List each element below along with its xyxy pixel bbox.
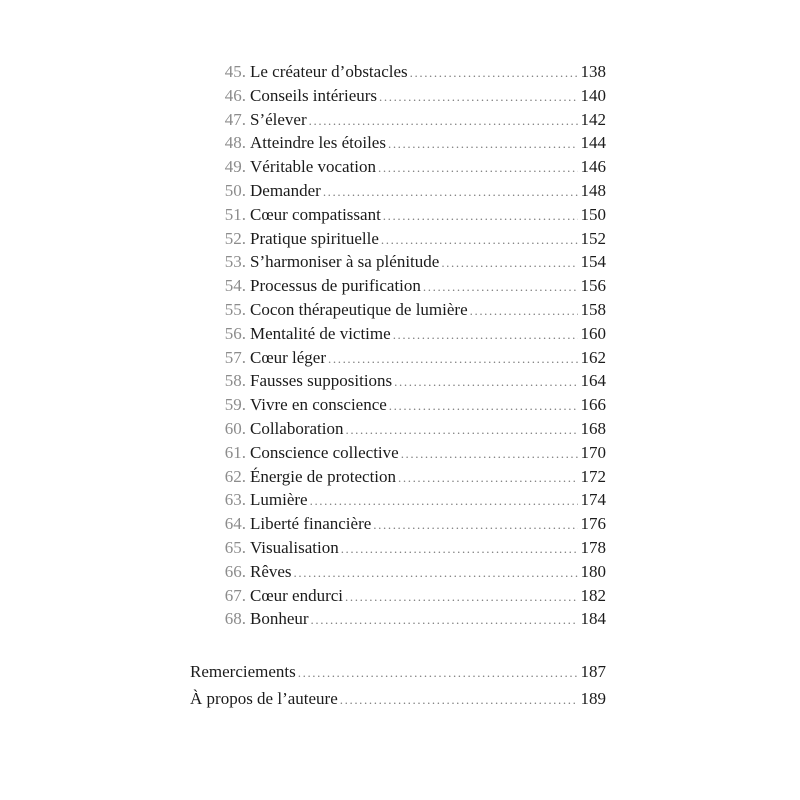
page-number: 174 [580,490,606,510]
page-number: 154 [580,252,606,272]
toc-entry[interactable] [190,131,606,155]
chapter-number: 48. [224,133,246,153]
page-number: 156 [580,276,606,296]
dot-leader [328,352,577,365]
toc-entry[interactable] [190,60,606,84]
dot-leader [373,518,577,531]
chapter-title: Cœur compatissant [250,204,381,224]
back-matter-list [190,658,606,712]
page-number: 152 [580,228,606,248]
toc-entry[interactable] [190,84,606,108]
toc-entry[interactable] [190,346,606,370]
chapter-title: Cocon thérapeutique de lumière [250,299,468,319]
chapter-title: Fausses suppositions [250,371,393,391]
dot-leader [311,613,578,626]
chapter-title: Processus de purification [250,276,421,296]
chapter-number: 49. [224,157,246,177]
chapter-title: S’harmoniser à sa plénitude [250,252,440,272]
toc-entry[interactable] [190,488,606,512]
page-number: 184 [580,609,606,629]
dot-leader [398,471,577,484]
page-number: 160 [580,323,606,343]
dot-leader [345,423,577,436]
chapter-number: 61. [224,442,246,462]
toc-entry[interactable] [190,250,606,274]
page-number: 166 [580,395,606,415]
toc-entry[interactable] [190,584,606,608]
chapter-list [190,60,606,631]
chapter-number: 66. [224,561,246,581]
dot-leader [323,185,578,198]
chapter-title: Liberté financière [250,514,372,534]
chapter-title: Lumière [250,490,308,510]
chapter-number: 54. [224,276,246,296]
chapter-number: 58. [224,371,246,391]
chapter-title: Bonheur [250,609,309,629]
dot-leader [441,256,577,269]
back-matter-title: À propos de l’auteure [190,689,338,708]
page-number: 187 [580,662,606,681]
toc-entry[interactable] [190,607,606,631]
back-matter-title: Remerciements [190,662,296,681]
chapter-title: Cœur léger [250,347,327,367]
chapter-number: 57. [224,347,246,367]
dot-leader [389,399,578,412]
dot-leader [309,114,578,127]
dot-leader [410,66,578,79]
toc-entry[interactable] [190,465,606,489]
dot-leader [340,693,578,706]
page-number: 180 [580,561,606,581]
page-number: 182 [580,585,606,605]
toc-entry[interactable] [190,108,606,132]
chapter-title: Cœur endurci [250,585,344,605]
toc-entry[interactable] [190,536,606,560]
chapter-number: 65. [224,537,246,557]
chapter-title: Collaboration [250,418,344,438]
dot-leader [310,494,578,507]
chapter-number: 47. [224,109,246,129]
toc-entry[interactable] [190,298,606,322]
toc-entry[interactable] [190,560,606,584]
page-number: 176 [580,514,606,534]
page-number: 148 [580,180,606,200]
toc-entry[interactable] [190,512,606,536]
chapter-number: 50. [224,180,246,200]
page-number: 142 [580,109,606,129]
back-matter-entry[interactable] [190,658,606,685]
chapter-title: Vivre en conscience [250,395,387,415]
chapter-number: 51. [224,204,246,224]
chapter-title: Rêves [250,561,292,581]
chapter-title: Conscience collective [250,442,399,462]
chapter-number: 64. [224,514,246,534]
chapter-title: Le créateur d’obstacles [250,62,408,81]
page-number: 162 [580,347,606,367]
dot-leader [383,209,578,222]
chapter-number: 67. [224,585,246,605]
dot-leader [341,542,578,555]
dot-leader [470,304,578,317]
dot-leader [401,447,578,460]
chapter-title: Pratique spirituelle [250,228,379,248]
toc-entry[interactable] [190,274,606,298]
dot-leader [394,375,577,388]
dot-leader [298,666,578,679]
chapter-number: 45. [224,62,246,81]
chapter-title: Énergie de protection [250,466,397,486]
page-number: 140 [580,85,606,105]
toc-entry[interactable] [190,417,606,441]
toc-entry[interactable] [190,179,606,203]
toc-entry[interactable] [190,393,606,417]
chapter-title: Conseils intérieurs [250,85,378,105]
page-number: 168 [580,418,606,438]
page-number: 144 [580,133,606,153]
dot-leader [388,137,578,150]
chapter-title: S’élever [250,109,307,129]
dot-leader [345,590,577,603]
chapter-number: 59. [224,395,246,415]
chapter-number: 63. [224,490,246,510]
dot-leader [393,328,578,341]
dot-leader [379,90,577,103]
dot-leader [294,566,578,579]
page-number: 164 [580,371,606,391]
chapter-title: Mentalité de victime [250,323,391,343]
page-number: 172 [580,466,606,486]
chapter-number: 46. [224,85,246,105]
page-number: 170 [580,442,606,462]
dot-leader [423,280,578,293]
chapter-number: 56. [224,323,246,343]
chapter-number: 52. [224,228,246,248]
toc-entry[interactable] [190,322,606,346]
chapter-number: 60. [224,418,246,438]
toc-entry[interactable] [190,203,606,227]
chapter-number: 62. [224,466,246,486]
page-number: 138 [580,62,606,81]
toc-entry[interactable] [190,441,606,465]
chapter-number: 53. [224,252,246,272]
page-number: 158 [580,299,606,319]
page-number: 150 [580,204,606,224]
page-number: 189 [580,689,606,708]
page-number: 146 [580,157,606,177]
chapter-title: Visualisation [250,537,339,557]
chapter-number: 55. [224,299,246,319]
chapter-number: 68. [224,609,246,629]
dot-leader [381,233,578,246]
toc-entry[interactable] [190,369,606,393]
chapter-title: Atteindre les étoiles [250,133,386,153]
back-matter-entry[interactable] [190,685,606,712]
toc-entry[interactable] [190,227,606,251]
page-number: 178 [580,537,606,557]
chapter-title: Demander [250,180,321,200]
dot-leader [378,161,577,174]
toc-entry[interactable] [190,155,606,179]
chapter-title: Véritable vocation [250,157,377,177]
